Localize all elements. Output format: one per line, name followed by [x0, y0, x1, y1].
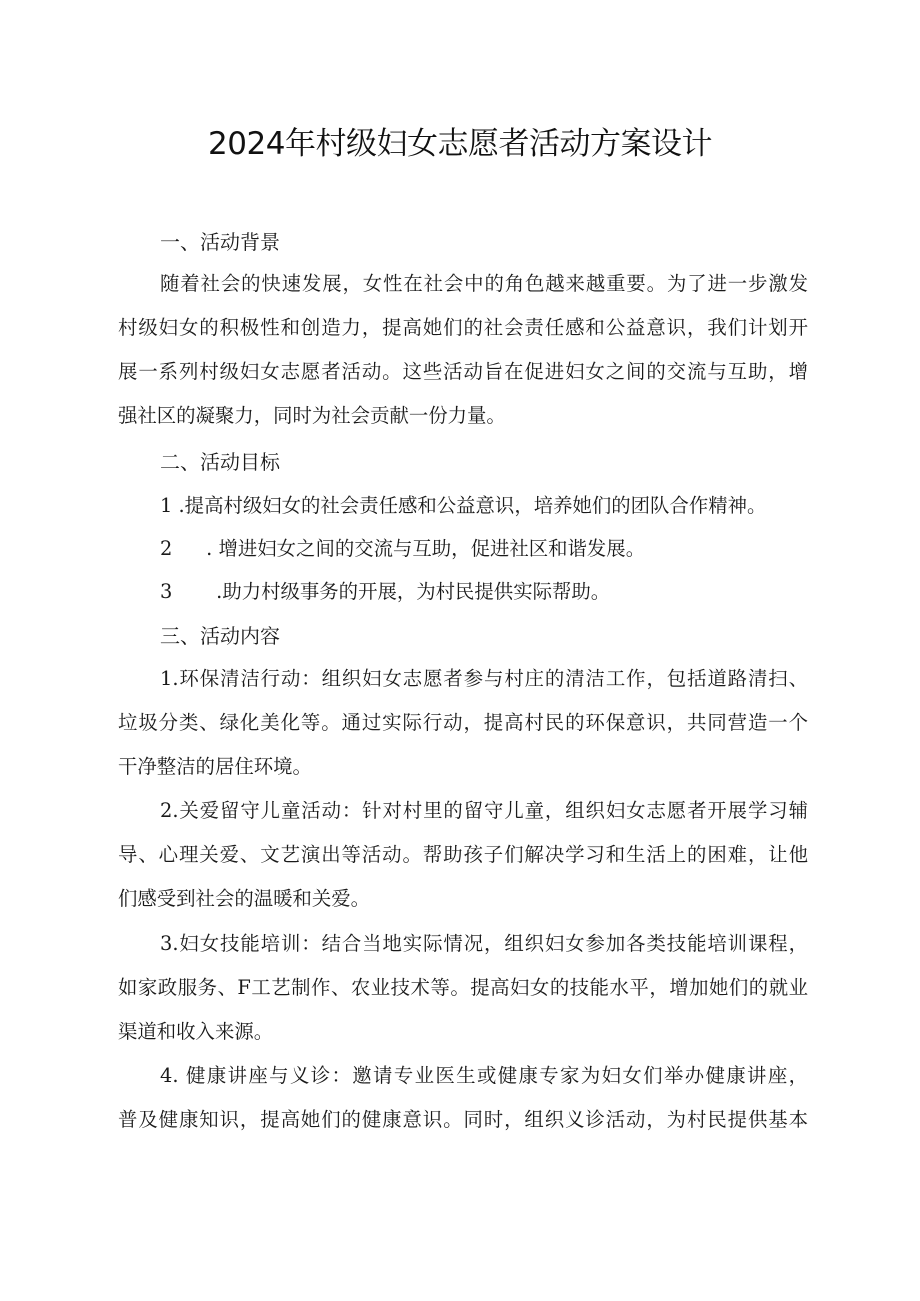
list-item [160, 535, 850, 563]
list-item-number: 4 [160, 1064, 173, 1087]
paragraph-line: 随着社会的快速发展，女性在社会中的角色越来越重要。为了进一步激发 [160, 272, 808, 295]
section-heading-goals: 二、活动目标 [160, 450, 280, 474]
list-item-number: 1 [160, 494, 173, 517]
list-item-text: .妇女技能培训：结合当地实际情况，组织妇女参加各类技能培训课程， [172, 932, 808, 955]
list-item-text: .环保清洁行动：组织妇女志愿者参与村庄的清洁工作，包括道路清扫、 [172, 667, 808, 690]
paragraph-line: 如家政服务、F工艺制作、农业技术等。提高妇女的技能水平，增加她们的就业 [118, 976, 808, 999]
section-heading-background: 一、活动背景 [160, 230, 280, 254]
paragraph-line: 们感受到社会的温暖和关爱。 [118, 887, 371, 910]
paragraph-line: 强社区的凝聚力，同时为社会贡献一份力量。 [118, 404, 506, 427]
list-item-first-line [160, 930, 808, 958]
list-item-number: 2 [160, 799, 173, 822]
list-item [160, 578, 850, 606]
list-item-first-line [160, 797, 808, 825]
list-item-text: .关爱留守儿童活动：针对村里的留守儿童，组织妇女志愿者开展学习辅 [172, 799, 808, 822]
list-item-number: 2 [160, 537, 173, 560]
list-item-text: .提高村级妇女的社会责任感和公益意识，培养她们的团队合作精神。 [178, 494, 767, 517]
section-heading-content: 三、活动内容 [160, 624, 280, 648]
paragraph-line: 渠道和收入来源。 [118, 1020, 274, 1043]
paragraph-line: 村级妇女的积极性和创造力，提高她们的社会责任感和公益意识，我们计划开 [118, 316, 808, 339]
list-item-text: .助力村级事务的开展，为村民提供实际帮助。 [216, 580, 611, 603]
paragraph-line: 干净整洁的居住环境。 [118, 755, 312, 778]
list-item-text: . 增进妇女之间的交流与互助，促进社区和谐发展。 [206, 537, 646, 560]
paragraph-line: 垃圾分类、绿化美化等。通过实际行动，提高村民的环保意识，共同营造一个 [118, 711, 808, 734]
list-item-text: . 健康讲座与义诊：邀请专业医生或健康专家为妇女们举办健康讲座， [172, 1064, 808, 1087]
list-item-number: 3 [160, 932, 173, 955]
list-item-number: 1 [160, 667, 173, 690]
paragraph-line: 导、心理关爱、文艺演出等活动。帮助孩子们解决学习和生活上的困难，让他 [118, 843, 808, 866]
list-item-first-line [160, 665, 808, 693]
paragraph-line: 普及健康知识，提高她们的健康意识。同时，组织义诊活动，为村民提供基本 [118, 1108, 808, 1131]
paragraph-line: 展一系列村级妇女志愿者活动。这些活动旨在促进妇女之间的交流与互助，增 [118, 360, 808, 383]
list-item [160, 492, 850, 520]
list-item-number: 3 [160, 580, 173, 603]
list-item-first-line [160, 1062, 808, 1090]
document-title: 2024年村级妇女志愿者活动方案设计 [208, 126, 712, 162]
